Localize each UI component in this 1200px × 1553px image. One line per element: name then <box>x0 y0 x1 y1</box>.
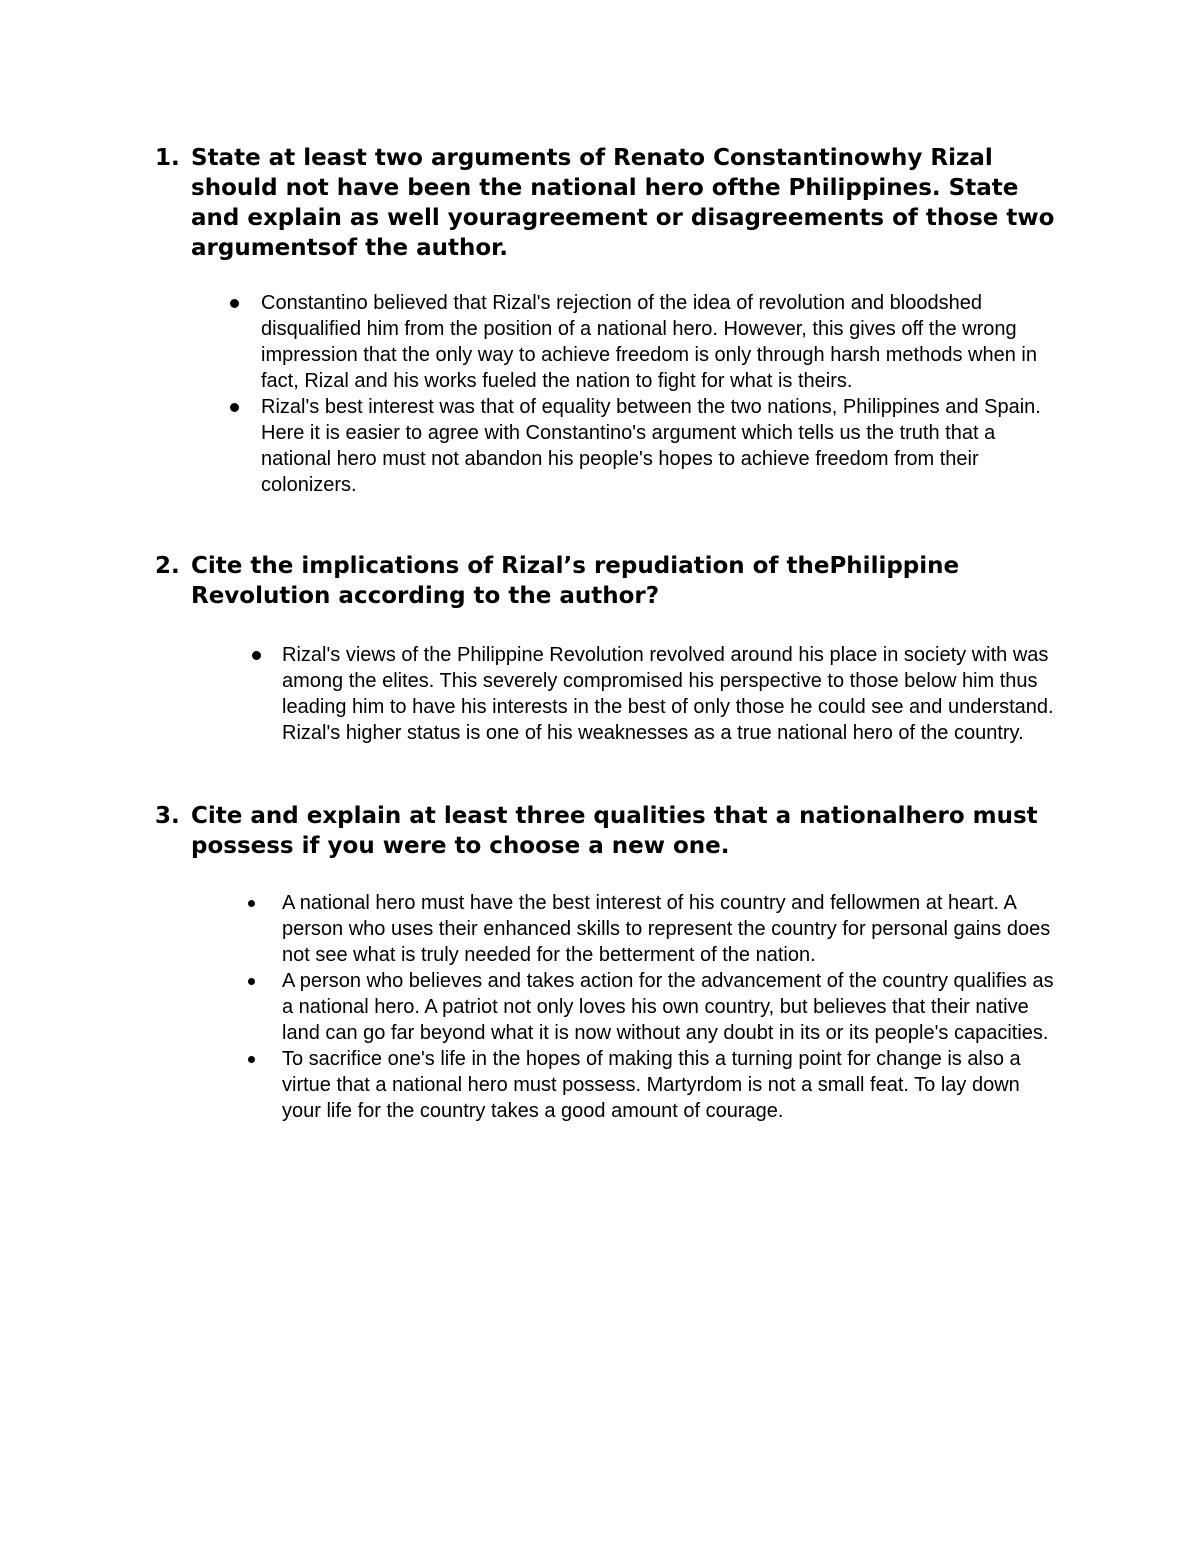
answer-3-1 <box>282 890 1062 968</box>
answer-3-3-text: To sacrifice one's life in the hopes of making this a turning point for change is also a virtue that a national hero must possess. Martyrdom is not a small feat. To lay down your life for the country takes a good amount of courage. <box>282 1048 1021 1122</box>
question-3-number: 3. <box>155 803 180 829</box>
answer-1-1 <box>261 290 1061 394</box>
answer-2-1-text: Rizal's views of the Philippine Revolution revolved around his place in society with was among the elites. This severely compromised his perspective to those below him thus leading him to have his interests in the best of only those he could see and understand. Rizal's higher status is one of his weaknesses as a true national hero of the country. <box>282 644 1054 744</box>
bullet-icon <box>230 403 239 412</box>
answer-list-3 <box>282 890 1062 1124</box>
bullet-icon <box>248 978 255 985</box>
question-2-text: Cite the implications of Rizal’s repudiation of thePhilippine Revolution according to the author? <box>191 553 960 609</box>
answer-1-2 <box>261 394 1061 498</box>
question-1-text: State at least two arguments of Renato Constantinowhy Rizal should not have been the national hero ofthe Philippines. State and explain as well youragreement or disagreements of those two argumentsof the author. <box>191 145 1055 261</box>
answer-2-1 <box>282 642 1062 746</box>
answer-3-3 <box>282 1046 1062 1124</box>
bullet-icon <box>230 299 239 308</box>
bullet-icon <box>252 651 261 660</box>
bullet-icon <box>248 1056 255 1063</box>
answer-list-2 <box>282 642 1062 746</box>
answer-1-2-text: Rizal's best interest was that of equality between the two nations, Philippines and Spain. Here it is easier to agree with Constantino's argument which tells us the truth that a national hero must not abandon his people's hopes to achieve freedom from their colonizers. <box>261 396 1041 496</box>
question-1 <box>155 143 1060 263</box>
question-2 <box>155 551 1060 611</box>
answer-3-1-text: A national hero must have the best interest of his country and fellowmen at heart. A person who uses their enhanced skills to represent the country for personal gains does not see what is truly needed for the betterment of the nation. <box>282 892 1051 966</box>
question-3-text: Cite and explain at least three qualities that a nationalhero must possess if you were to choose a new one. <box>191 803 1038 859</box>
answer-3-2-text: A person who believes and takes action for the advancement of the country qualifies as a national hero. A patriot not only loves his own country, but believes that their native land can go far beyond what it is now without any doubt in its or its people's capacities. <box>282 970 1054 1044</box>
answer-1-1-text: Constantino believed that Rizal's rejection of the idea of revolution and bloodshed disqualified him from the position of a national hero. However, this gives off the wrong impression that the only way to achieve freedom is only through harsh methods when in fact, Rizal and his works fueled the nation to fight for what is theirs. <box>261 292 1037 392</box>
question-2-number: 2. <box>155 553 180 579</box>
bullet-icon <box>248 900 255 907</box>
question-3 <box>155 801 1060 861</box>
answer-3-2 <box>282 968 1062 1046</box>
answer-list-1 <box>261 290 1061 498</box>
question-1-number: 1. <box>155 145 180 171</box>
